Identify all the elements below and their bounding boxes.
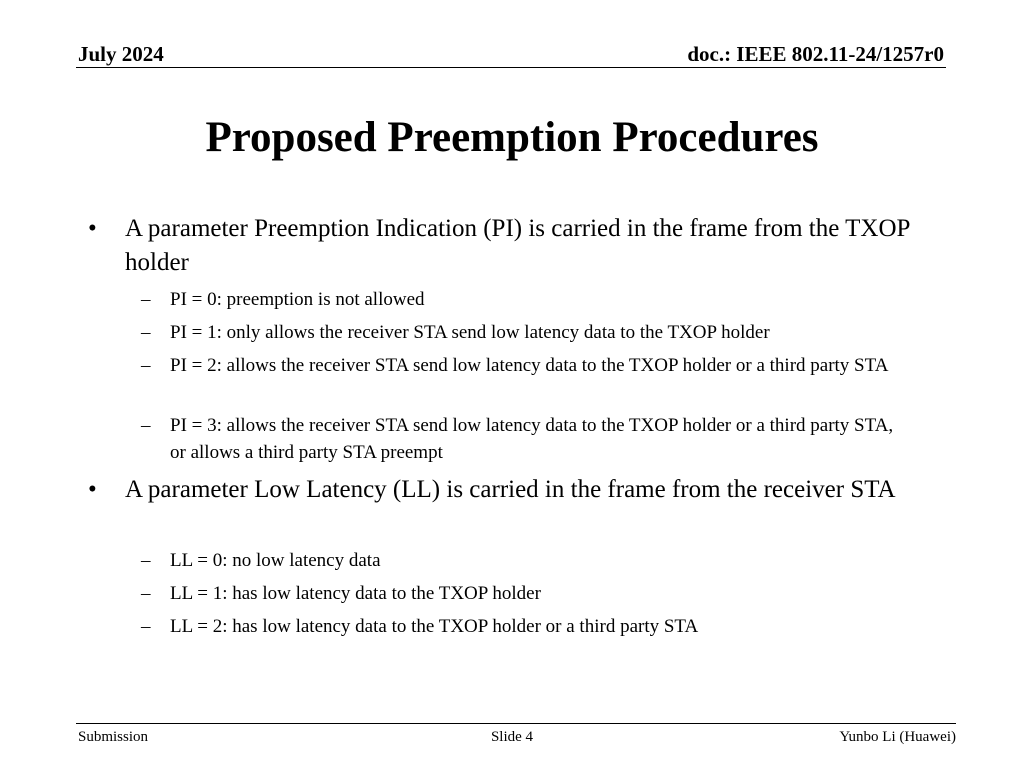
sub-bullet-text: PI = 0: preemption is not allowed [170,289,425,310]
bullet-icon: • [88,215,97,242]
sub-bullet-item [141,613,910,640]
footer-submission: Submission [78,729,149,745]
dash-icon: – [141,322,151,343]
sub-bullet-item [141,580,910,607]
sub-bullet-text: PI = 3: allows the receiver STA send low latency data to the TXOP holder or a third party STA, or allows a third party STA preempt [170,415,894,463]
footer-author: Yunbo Li (Huawei) [839,729,956,745]
sub-bullet-text: LL = 0: no low latency data [170,550,381,571]
sub-bullet-item [141,286,910,313]
footer-slide-number: Slide 4 [490,729,534,745]
sub-bullet-text: LL = 2: has low latency data to the TXOP holder or a third party STA [170,616,699,637]
dash-icon: – [141,616,151,637]
dash-icon: – [141,550,151,571]
bullet-item [88,473,915,507]
dash-icon: – [141,289,151,310]
sub-bullet-item [141,412,910,466]
sub-bullet-text: PI = 1: only allows the receiver STA send low latency data to the TXOP holder [170,322,770,343]
slide-title: Proposed Preemption Procedures [205,114,819,161]
sub-bullet-text: PI = 2: allows the receiver STA send low latency data to the TXOP holder or a third party STA [170,355,889,376]
footer-rule [76,723,956,724]
bullet-item [88,212,915,280]
dash-icon: – [141,355,151,376]
sub-bullet-item [141,547,910,574]
bullet-icon: • [88,476,97,503]
sub-bullet-text: LL = 1: has low latency data to the TXOP holder [170,583,541,604]
header-doc-number: doc.: IEEE 802.11-24/1257r0 [687,42,944,66]
dash-icon: – [141,415,151,436]
sub-bullet-item [141,319,910,346]
header-date: July 2024 [78,42,164,66]
dash-icon: – [141,583,151,604]
sub-bullet-item [141,352,910,379]
bullet-text: A parameter Low Latency (LL) is carried in the frame from the receiver STA [125,476,896,503]
bullet-text: A parameter Preemption Indication (PI) is carried in the frame from the TXOP holder [125,215,910,276]
